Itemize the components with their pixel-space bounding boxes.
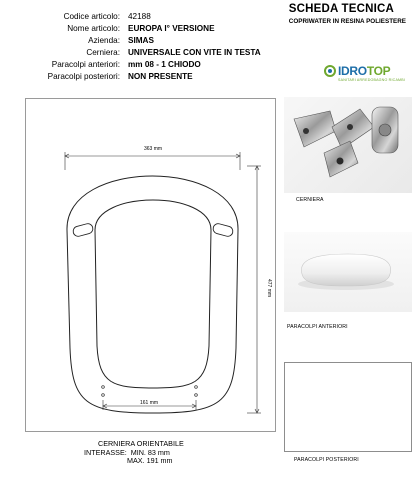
hinge-photo [284, 97, 412, 193]
hinge-notes [84, 439, 184, 466]
spec-value: UNIVERSALE CON VITE IN TESTA [128, 48, 261, 57]
sheet-subtitle: COPRIWATER IN RESINA POLIESTERE [288, 18, 406, 25]
rear-bumper-photo [284, 362, 412, 452]
bumper-illustration [284, 232, 412, 312]
spec-value: NON PRESENTE [128, 72, 193, 81]
note-interaxis: INTERASSE: MIN. 83 mm [84, 447, 170, 457]
width-label: 363 mm [143, 146, 163, 152]
seat-drawing [25, 98, 276, 432]
front-bumper-photo [284, 232, 412, 312]
front-bumper-caption: PARACOLPI ANTERIORI [287, 324, 348, 330]
logo-wordmark: IDROTOP [338, 64, 391, 78]
idrotop-logo [324, 64, 404, 86]
spec-value: 42188 [128, 12, 151, 21]
hinge-illustration [284, 97, 412, 193]
logo-drop-icon [324, 65, 336, 77]
spec-value: SIMAS [128, 36, 154, 45]
note-orientable: CERNIERA ORIENTABILE [98, 439, 184, 448]
width-dimension [65, 152, 240, 170]
spec-value: mm 08 - 1 CHIODO [128, 60, 201, 69]
hinge-caption: CERNIERA [296, 197, 324, 203]
hole-spacing-label: 161 mm [139, 400, 159, 406]
seat-opening [95, 200, 211, 388]
sheet-title: SCHEDA TECNICA [288, 3, 394, 15]
rear-bumper-caption: PARACOLPI POSTERIORI [294, 457, 359, 463]
spec-value: EUROPA I° VERSIONE [128, 24, 215, 33]
spec-label: Azienda: [88, 36, 120, 45]
spec-label: Codice articolo: [63, 12, 120, 21]
spec-label: Paracolpi anteriori: [51, 60, 120, 69]
spec-label: Nome articolo: [67, 24, 120, 33]
logo-tagline: SANITARI ARREDOBAGNO RICAMBI [338, 78, 406, 82]
note-interaxis-max: MAX. 191 mm [127, 456, 173, 466]
spec-label: Cerniera: [86, 48, 120, 57]
spec-label: Paracolpi posteriori: [47, 72, 120, 81]
height-dimension [247, 166, 261, 413]
height-label: 477 mm [266, 278, 272, 298]
